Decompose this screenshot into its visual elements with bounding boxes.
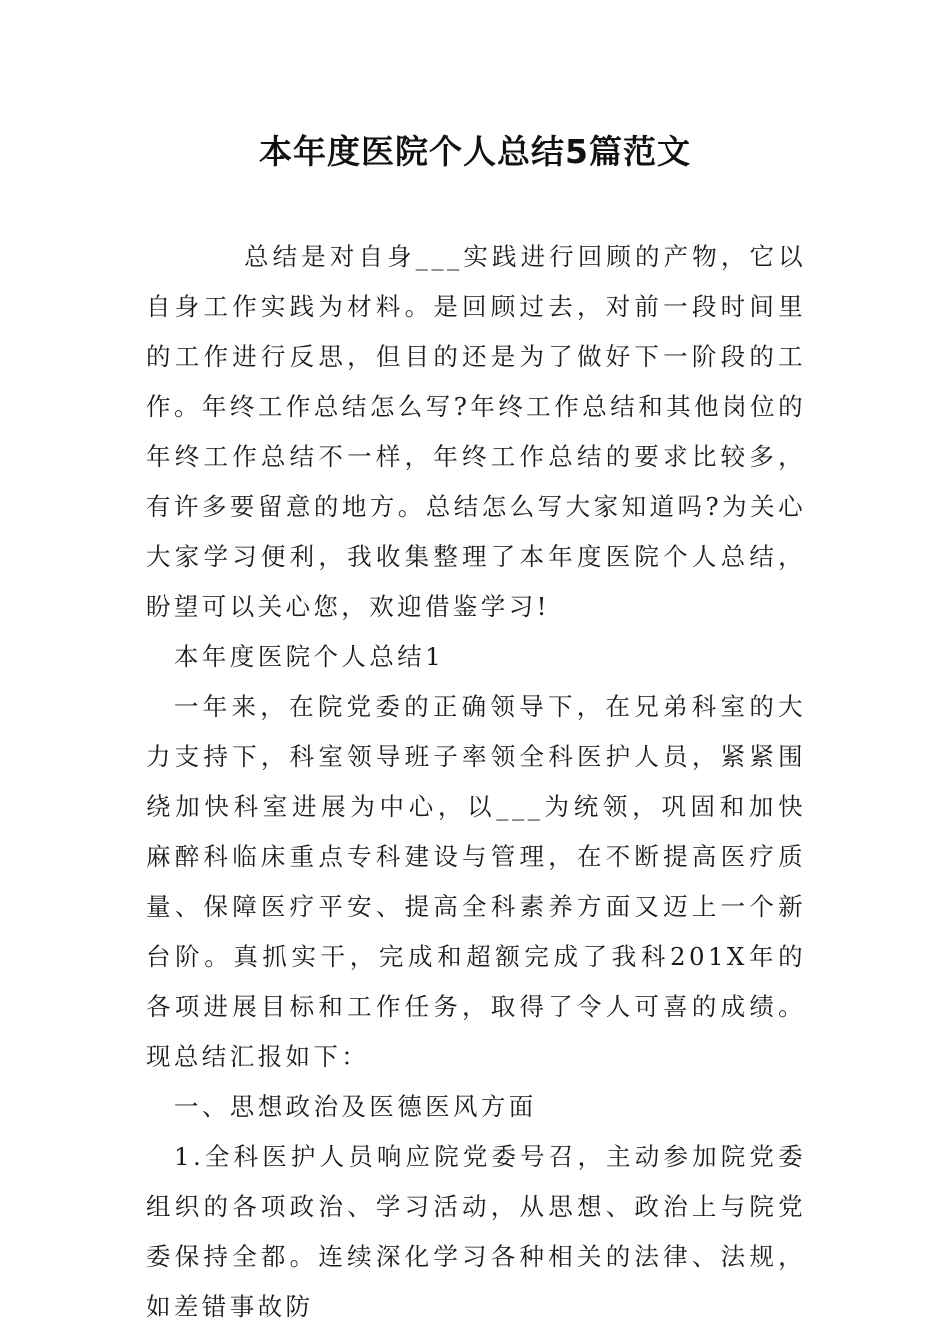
- document-body: [146, 232, 806, 1332]
- sub-heading: 一、思想政治及医德医风方面: [174, 1092, 537, 1121]
- summary-paragraph: 1.全科医护人员响应院党委号召，主动参加院党委组织的各项政治、学习活动，从思想、政治上与院党委保持全都。连续深化学习各种相关的法律、法规，如差错事故防: [146, 1142, 806, 1321]
- document-title: 本年度医院个人总结5篇范文: [259, 132, 691, 171]
- intro-paragraph: 总结是对自身___实践进行回顾的产物，它以自身工作实践为材料。是回顾过去，对前一段时间里的工作进行反思，但目的还是为了做好下一阶段的工作。年终工作总结怎么写?年终工作总结和其他岗位的年终工作总结不一样，年终工作总结的要求比较多，有许多要留意的地方。总结怎么写大家知道吗?为关心大家学习便利，我收集整理了本年度医院个人总结，盼望可以关心您，欢迎借鉴学习!: [146, 242, 806, 621]
- section-heading: 本年度医院个人总结1: [174, 642, 445, 671]
- summary-paragraph: 一年来，在院党委的正确领导下，在兄弟科室的大力支持下，科室领导班子率领全科医护人员，紧紧围绕加快科室进展为中心，以___为统领，巩固和加快麻醉科临床重点专科建设与管理，在不断提高医疗质量、保障医疗平安、提高全科素养方面又迈上一个新台阶。真抓实干，完成和超额完成了我科201X年的各项进展目标和工作任务，取得了令人可喜的成绩。现总结汇报如下：: [146, 692, 806, 1071]
